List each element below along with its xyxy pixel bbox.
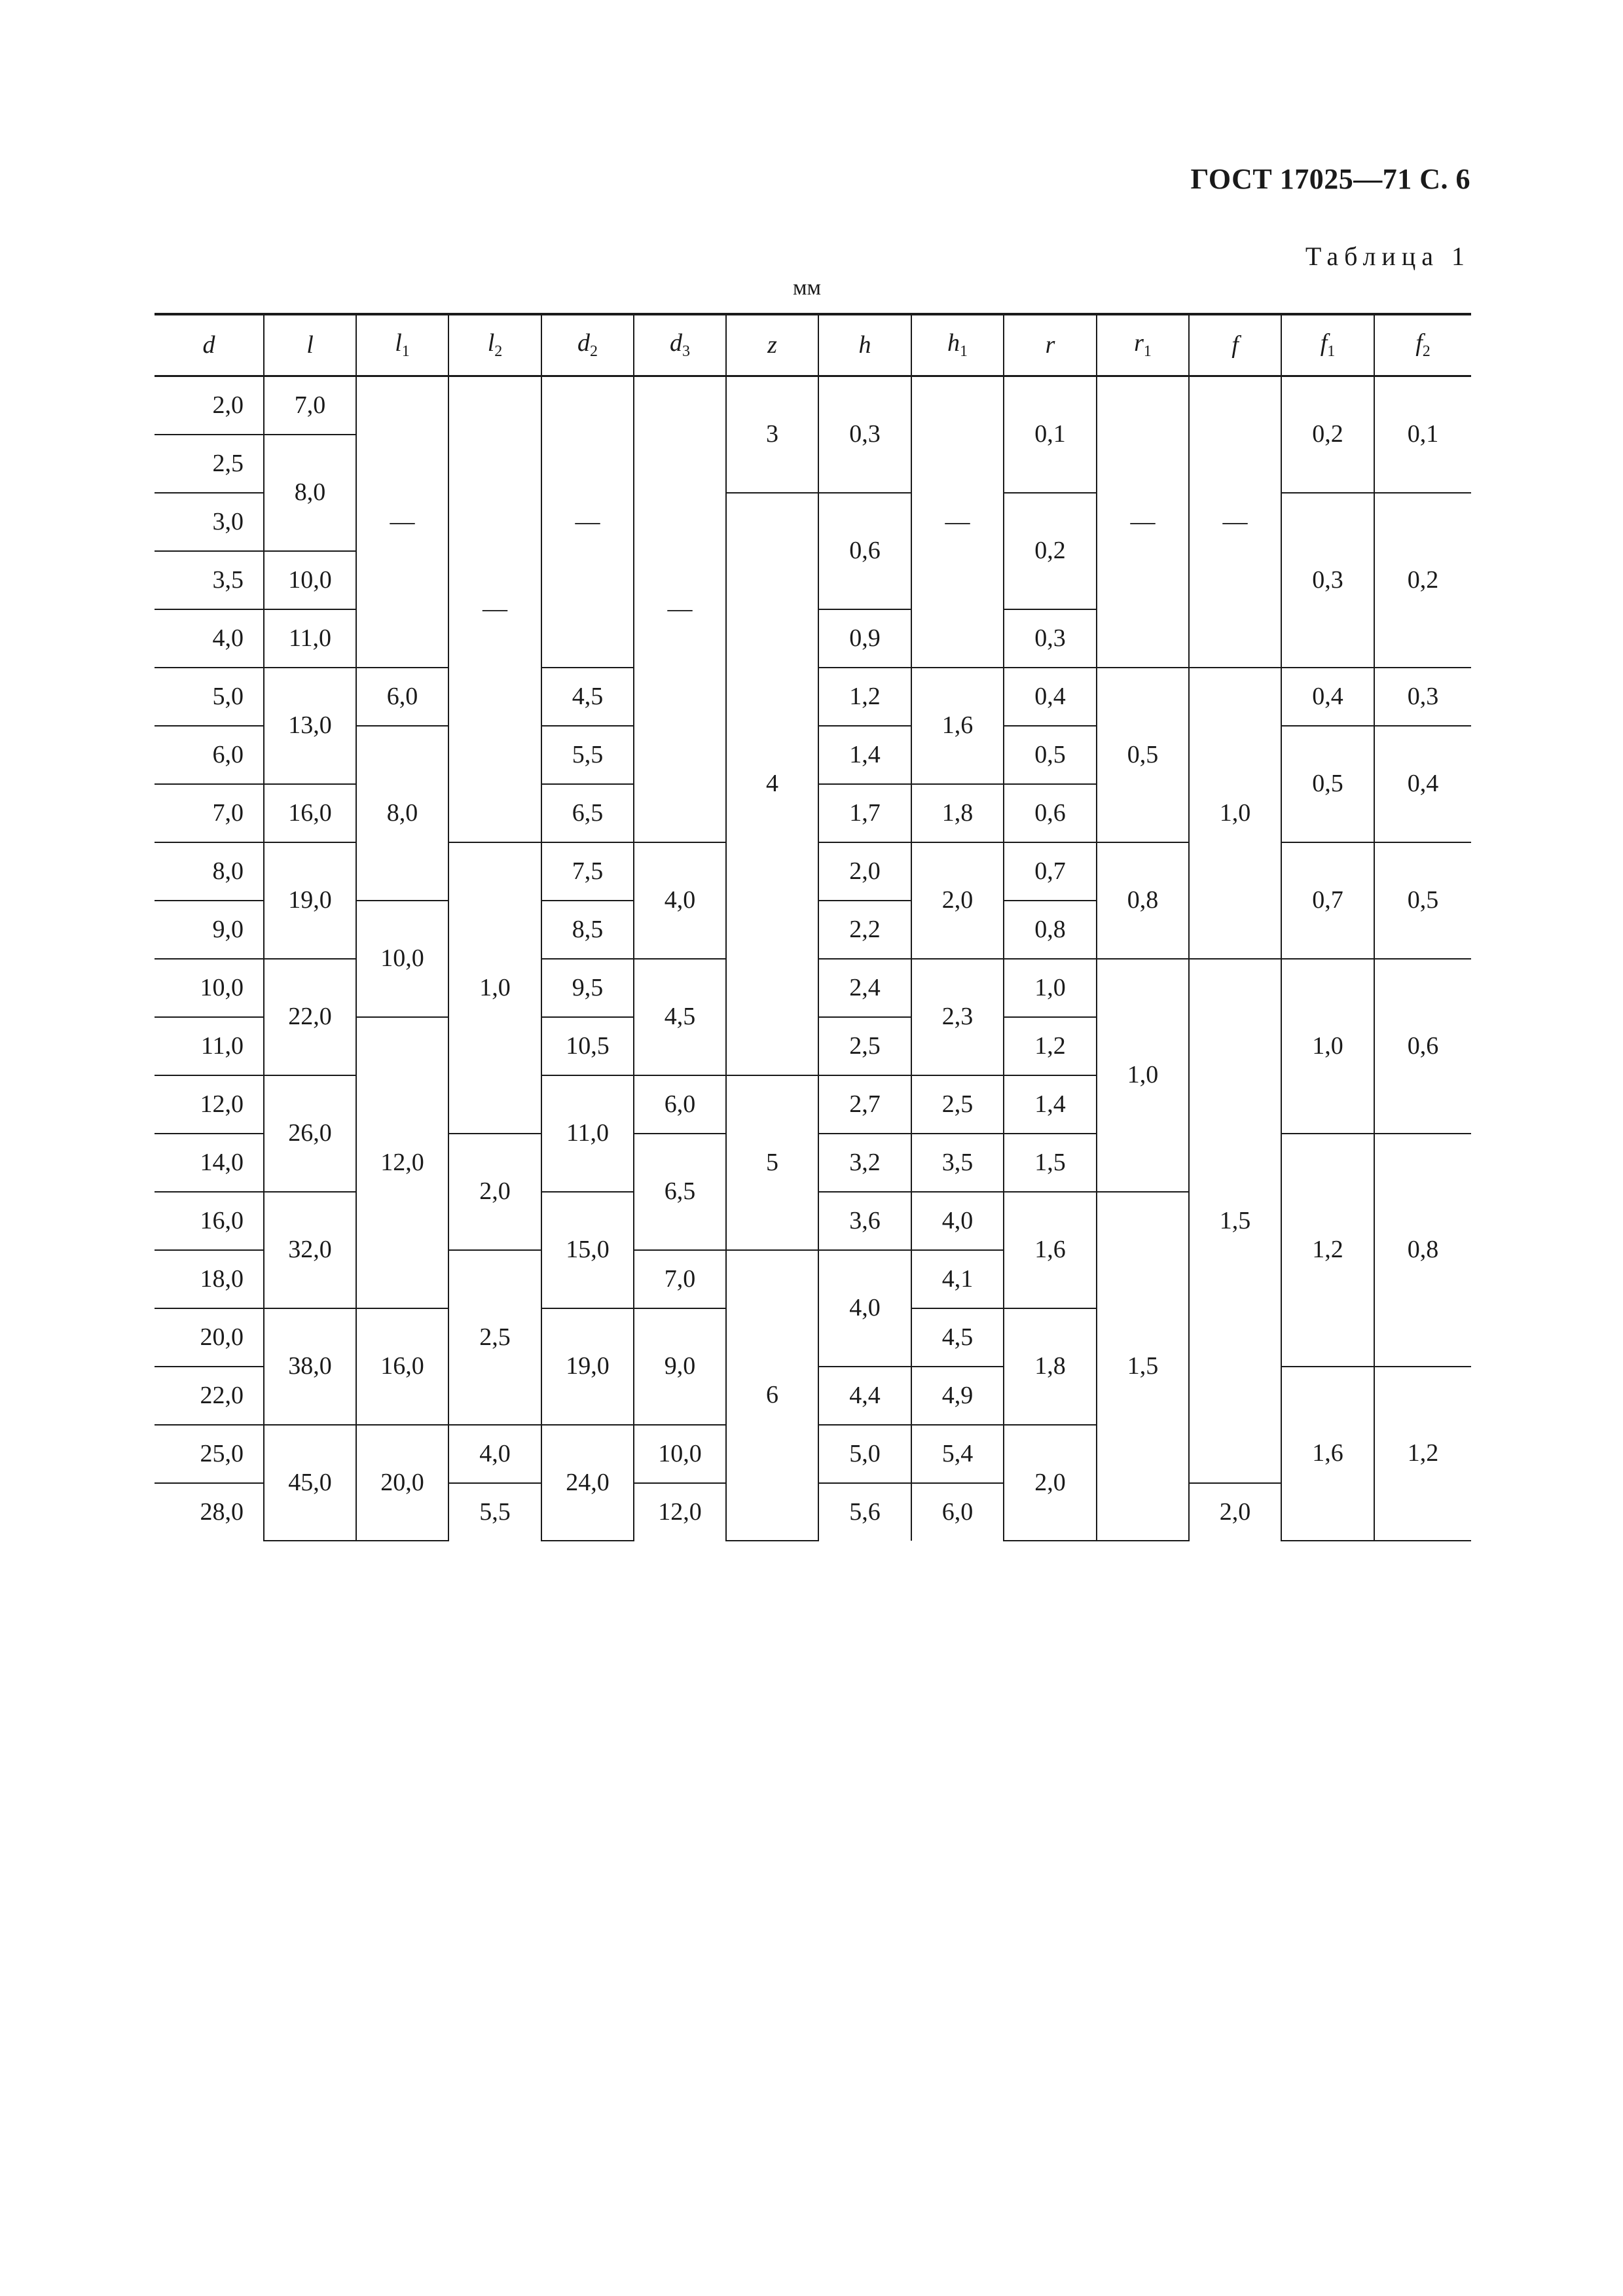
cell-d: 9,0 [155,901,264,959]
cell-r: 0,7 [1004,842,1097,901]
cell-l2: 1,0 [448,842,541,1134]
cell-r: 1,4 [1004,1075,1097,1134]
cell-l: 10,0 [264,551,356,609]
cell-l2: 2,5 [448,1250,541,1425]
cell-h1: 4,5 [911,1308,1004,1367]
cell-d: 25,0 [155,1425,264,1483]
cell-d: 3,0 [155,493,264,551]
cell-f2: 0,5 [1374,842,1471,959]
col-header-d3: $d_3$ [634,314,726,376]
cell-l: 38,0 [264,1308,356,1425]
cell-d: 11,0 [155,1017,264,1075]
cell-r: 2,0 [1004,1425,1097,1541]
cell-h: 2,0 [818,842,911,901]
col-header-f: f [1189,314,1281,376]
cell-r1: 1,0 [1097,959,1189,1192]
cell-f1: 0,3 [1281,493,1374,668]
cell-d: 12,0 [155,1075,264,1134]
cell-d2: 9,5 [541,959,634,1017]
cell-l: 16,0 [264,784,356,842]
cell-d: 28,0 [155,1483,264,1541]
cell-h: 0,9 [818,609,911,668]
cell-h1: 1,6 [911,668,1004,784]
cell-d: 6,0 [155,726,264,784]
cell-r: 0,8 [1004,901,1097,959]
cell-r: 1,0 [1004,959,1097,1017]
cell-h1: 2,5 [911,1075,1004,1134]
cell-h1: 1,8 [911,784,1004,842]
cell-d2: 24,0 [541,1425,634,1541]
cell-f: — [1189,376,1281,668]
cell-l: 19,0 [264,842,356,959]
cell-h1: 5,4 [911,1425,1004,1483]
col-header-l: l [264,314,356,376]
cell-d3: 4,5 [634,959,726,1075]
cell-l1: 10,0 [356,901,448,1017]
cell-f1: 0,7 [1281,842,1374,959]
cell-h: 3,6 [818,1192,911,1250]
cell-l1: — [356,376,448,668]
cell-r: 0,5 [1004,726,1097,784]
cell-h: 1,4 [818,726,911,784]
cell-h: 4,0 [818,1250,911,1367]
cell-h: 2,7 [818,1075,911,1134]
cell-d2: 11,0 [541,1075,634,1192]
col-header-f1: $f_1$ [1281,314,1374,376]
cell-r1: — [1097,376,1189,668]
cell-f2: 0,4 [1374,726,1471,842]
col-header-z: z [726,314,818,376]
cell-d: 14,0 [155,1134,264,1192]
cell-h1: 6,0 [911,1483,1004,1541]
cell-f1: 0,4 [1281,668,1374,726]
cell-r: 0,3 [1004,609,1097,668]
cell-l2: 5,5 [448,1483,541,1541]
col-header-r: r [1004,314,1097,376]
units-label: мм [793,276,822,300]
cell-r1: 0,5 [1097,668,1189,842]
cell-d: 18,0 [155,1250,264,1308]
cell-l1: 6,0 [356,668,448,726]
cell-d3: 7,0 [634,1250,726,1308]
cell-h: 0,3 [818,376,911,493]
cell-h: 3,2 [818,1134,911,1192]
cell-h: 1,7 [818,784,911,842]
cell-f: 1,5 [1189,959,1281,1483]
cell-r1: 1,5 [1097,1192,1189,1541]
cell-l1: 16,0 [356,1308,448,1425]
cell-d3: 4,0 [634,842,726,959]
cell-h1: 2,0 [911,842,1004,959]
cell-l1: 20,0 [356,1425,448,1541]
cell-d: 4,0 [155,609,264,668]
cell-r: 1,6 [1004,1192,1097,1308]
cell-d: 2,0 [155,376,264,435]
cell-f: 1,0 [1189,668,1281,959]
cell-h: 1,2 [818,668,911,726]
col-header-l2: $l_2$ [448,314,541,376]
cell-f2: 0,8 [1374,1134,1471,1367]
cell-f2: 1,2 [1374,1367,1471,1541]
col-header-h: h [818,314,911,376]
page-header: ГОСТ 17025—71 С. 6 [1190,163,1470,195]
cell-d: 10,0 [155,959,264,1017]
cell-d: 8,0 [155,842,264,901]
cell-l: 32,0 [264,1192,356,1308]
cell-h1: 4,1 [911,1250,1004,1308]
cell-r1: 0,8 [1097,842,1189,959]
cell-d: 5,0 [155,668,264,726]
header-row [155,314,1471,376]
cell-l: 7,0 [264,376,356,435]
cell-h1: 4,9 [911,1367,1004,1425]
cell-h: 5,6 [818,1483,911,1541]
cell-l2: — [448,376,541,843]
cell-l: 8,0 [264,435,356,551]
col-header-f2: $f_2$ [1374,314,1471,376]
cell-f1: 0,5 [1281,726,1374,842]
table-label: Таблица 1 [1305,242,1470,271]
cell-f2: 0,2 [1374,493,1471,668]
cell-d2: 10,5 [541,1017,634,1075]
cell-z: 5 [726,1075,818,1250]
cell-d: 22,0 [155,1367,264,1425]
cell-r: 0,2 [1004,493,1097,609]
cell-d3: — [634,376,726,843]
cell-r: 0,1 [1004,376,1097,493]
cell-d: 16,0 [155,1192,264,1250]
table-row [155,376,1471,435]
cell-d3: 9,0 [634,1308,726,1425]
cell-h: 2,4 [818,959,911,1017]
cell-l2: 2,0 [448,1134,541,1250]
cell-z: 6 [726,1250,818,1541]
cell-f2: 0,3 [1374,668,1471,726]
cell-f2: 0,6 [1374,959,1471,1134]
col-header-l1: $l_1$ [356,314,448,376]
cell-f1: 1,0 [1281,959,1374,1134]
col-header-d2: $d_2$ [541,314,634,376]
cell-d2: — [541,376,634,668]
cell-f1: 0,2 [1281,376,1374,493]
cell-l: 13,0 [264,668,356,784]
cell-r: 0,4 [1004,668,1097,726]
cell-h: 2,2 [818,901,911,959]
cell-r: 0,6 [1004,784,1097,842]
cell-l1: 8,0 [356,726,448,901]
cell-d2: 15,0 [541,1192,634,1308]
cell-z: 3 [726,376,818,493]
cell-d: 2,5 [155,435,264,493]
cell-l2: 4,0 [448,1425,541,1483]
cell-l1: 12,0 [356,1017,448,1308]
cell-r: 1,5 [1004,1134,1097,1192]
cell-r: 1,2 [1004,1017,1097,1075]
cell-d3: 10,0 [634,1425,726,1483]
cell-l: 45,0 [264,1425,356,1541]
cell-d2: 19,0 [541,1308,634,1425]
cell-d: 7,0 [155,784,264,842]
cell-d2: 6,5 [541,784,634,842]
col-header-d: d [155,314,264,376]
cell-h: 5,0 [818,1425,911,1483]
cell-d2: 5,5 [541,726,634,784]
cell-h1: 3,5 [911,1134,1004,1192]
cell-l: 22,0 [264,959,356,1075]
cell-d2: 7,5 [541,842,634,901]
cell-h1: 2,3 [911,959,1004,1075]
cell-z: 4 [726,493,818,1075]
cell-d: 20,0 [155,1308,264,1367]
cell-h: 0,6 [818,493,911,609]
cell-d3: 6,5 [634,1134,726,1250]
cell-f: 2,0 [1189,1483,1281,1541]
cell-h: 2,5 [818,1017,911,1075]
cell-f1: 1,2 [1281,1134,1374,1367]
dimensions-table [155,313,1471,1541]
cell-d: 3,5 [155,551,264,609]
col-header-r1: $r_1$ [1097,314,1189,376]
cell-r: 1,8 [1004,1308,1097,1425]
cell-h1: — [911,376,1004,668]
cell-f1: 1,6 [1281,1367,1374,1541]
col-header-h1: $h_1$ [911,314,1004,376]
cell-d2: 8,5 [541,901,634,959]
cell-l: 26,0 [264,1075,356,1192]
cell-h1: 4,0 [911,1192,1004,1250]
cell-d3: 12,0 [634,1483,726,1541]
cell-d2: 4,5 [541,668,634,726]
cell-h: 4,4 [818,1367,911,1425]
cell-f2: 0,1 [1374,376,1471,493]
cell-d3: 6,0 [634,1075,726,1134]
cell-l: 11,0 [264,609,356,668]
